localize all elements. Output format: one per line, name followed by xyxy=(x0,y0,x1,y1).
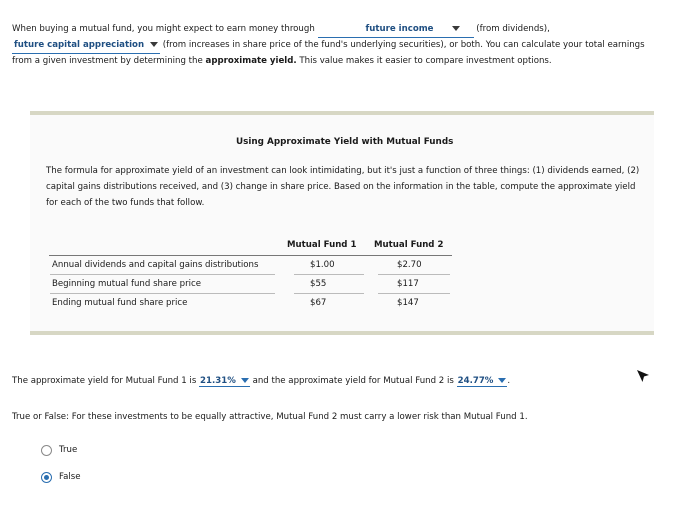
yield-middle: and the approximate yield for Mutual Fund 2 is xyxy=(252,376,454,386)
row-rule xyxy=(50,274,275,275)
row-fund2-value: $147 xyxy=(397,298,419,308)
intro-line-3 xyxy=(12,54,692,69)
row-label: Beginning mutual fund share price xyxy=(52,279,202,289)
chevron-down-icon xyxy=(498,378,506,383)
intro-text-3b: This value makes it easier to compare investment options. xyxy=(299,56,552,66)
yield-suffix: . xyxy=(507,376,511,386)
row-fund1-value: $67 xyxy=(310,298,327,308)
row-fund2-value: $2.70 xyxy=(397,260,422,270)
chevron-down-icon xyxy=(150,42,158,47)
income-dropdown-value: future income xyxy=(365,24,434,34)
appreciation-dropdown[interactable] xyxy=(12,38,160,54)
intro-text-3-bold: approximate yield. xyxy=(205,56,297,66)
table-header-fund2: Mutual Fund 2 xyxy=(374,240,444,250)
row-fund1-value: $55 xyxy=(310,279,327,289)
radio-button-selected-icon[interactable] xyxy=(41,472,52,483)
chevron-down-icon xyxy=(452,26,460,31)
fund2-yield-value: 24.77% xyxy=(457,376,494,386)
table-row xyxy=(52,260,452,278)
row-label: Ending mutual fund share price xyxy=(52,298,188,308)
table-row xyxy=(52,279,452,297)
panel-description: The formula for approximate yield of an investment can look intimidating, but it's just a function of three things: (1) dividends earned, (2) capital gains distributions received, and (3) change in share price. Based on the information in the table, compute the approximate yield for each of the two funds that follow. xyxy=(46,166,640,208)
intro-text-1b: (from dividends), xyxy=(476,24,550,34)
intro-line-1 xyxy=(12,22,692,38)
row-rule xyxy=(50,293,275,294)
row-rule xyxy=(378,274,450,275)
yield-sentence xyxy=(12,376,510,387)
table-header-rule xyxy=(49,255,452,256)
intro-text-3a: from a given investment by determining the xyxy=(12,56,203,66)
row-rule xyxy=(294,293,364,294)
table-header-fund1: Mutual Fund 1 xyxy=(287,240,357,250)
mouse-cursor-icon xyxy=(636,369,650,383)
fund1-yield-value: 21.31% xyxy=(200,376,236,386)
row-fund2-value: $117 xyxy=(397,279,419,289)
row-rule xyxy=(294,274,364,275)
intro-line-2 xyxy=(12,38,692,54)
row-rule xyxy=(378,293,450,294)
radio-button-icon[interactable] xyxy=(41,445,52,456)
intro-text-1a: When buying a mutual fund, you might expect to earn money through xyxy=(12,24,315,34)
chevron-down-icon xyxy=(241,378,249,383)
panel-title: Using Approximate Yield with Mutual Funds xyxy=(236,137,454,147)
intro-paragraph xyxy=(12,22,692,69)
fund1-yield-dropdown[interactable] xyxy=(199,376,250,387)
yield-prefix: The approximate yield for Mutual Fund 1 is xyxy=(12,376,197,386)
row-fund1-value: $1.00 xyxy=(310,260,335,270)
row-label: Annual dividends and capital gains distributions xyxy=(52,260,259,270)
radio-option-false[interactable] xyxy=(41,470,81,484)
radio-option-true[interactable] xyxy=(41,443,77,457)
income-dropdown[interactable] xyxy=(318,22,474,38)
bottom-divider xyxy=(30,331,654,335)
fund2-yield-dropdown[interactable] xyxy=(457,376,511,387)
intro-text-2b: (from increases in share price of the fund's underlying securities), or both. You can calculate your total earnings xyxy=(162,40,645,50)
radio-label-true: True xyxy=(59,445,78,455)
true-false-question: True or False: For these investments to be equally attractive, Mutual Fund 2 must carry a lower risk than Mutual Fund 1. xyxy=(12,412,528,422)
radio-label-false: False xyxy=(59,472,81,482)
table-row xyxy=(52,298,452,316)
appreciation-dropdown-value: future capital appreciation xyxy=(14,40,145,50)
